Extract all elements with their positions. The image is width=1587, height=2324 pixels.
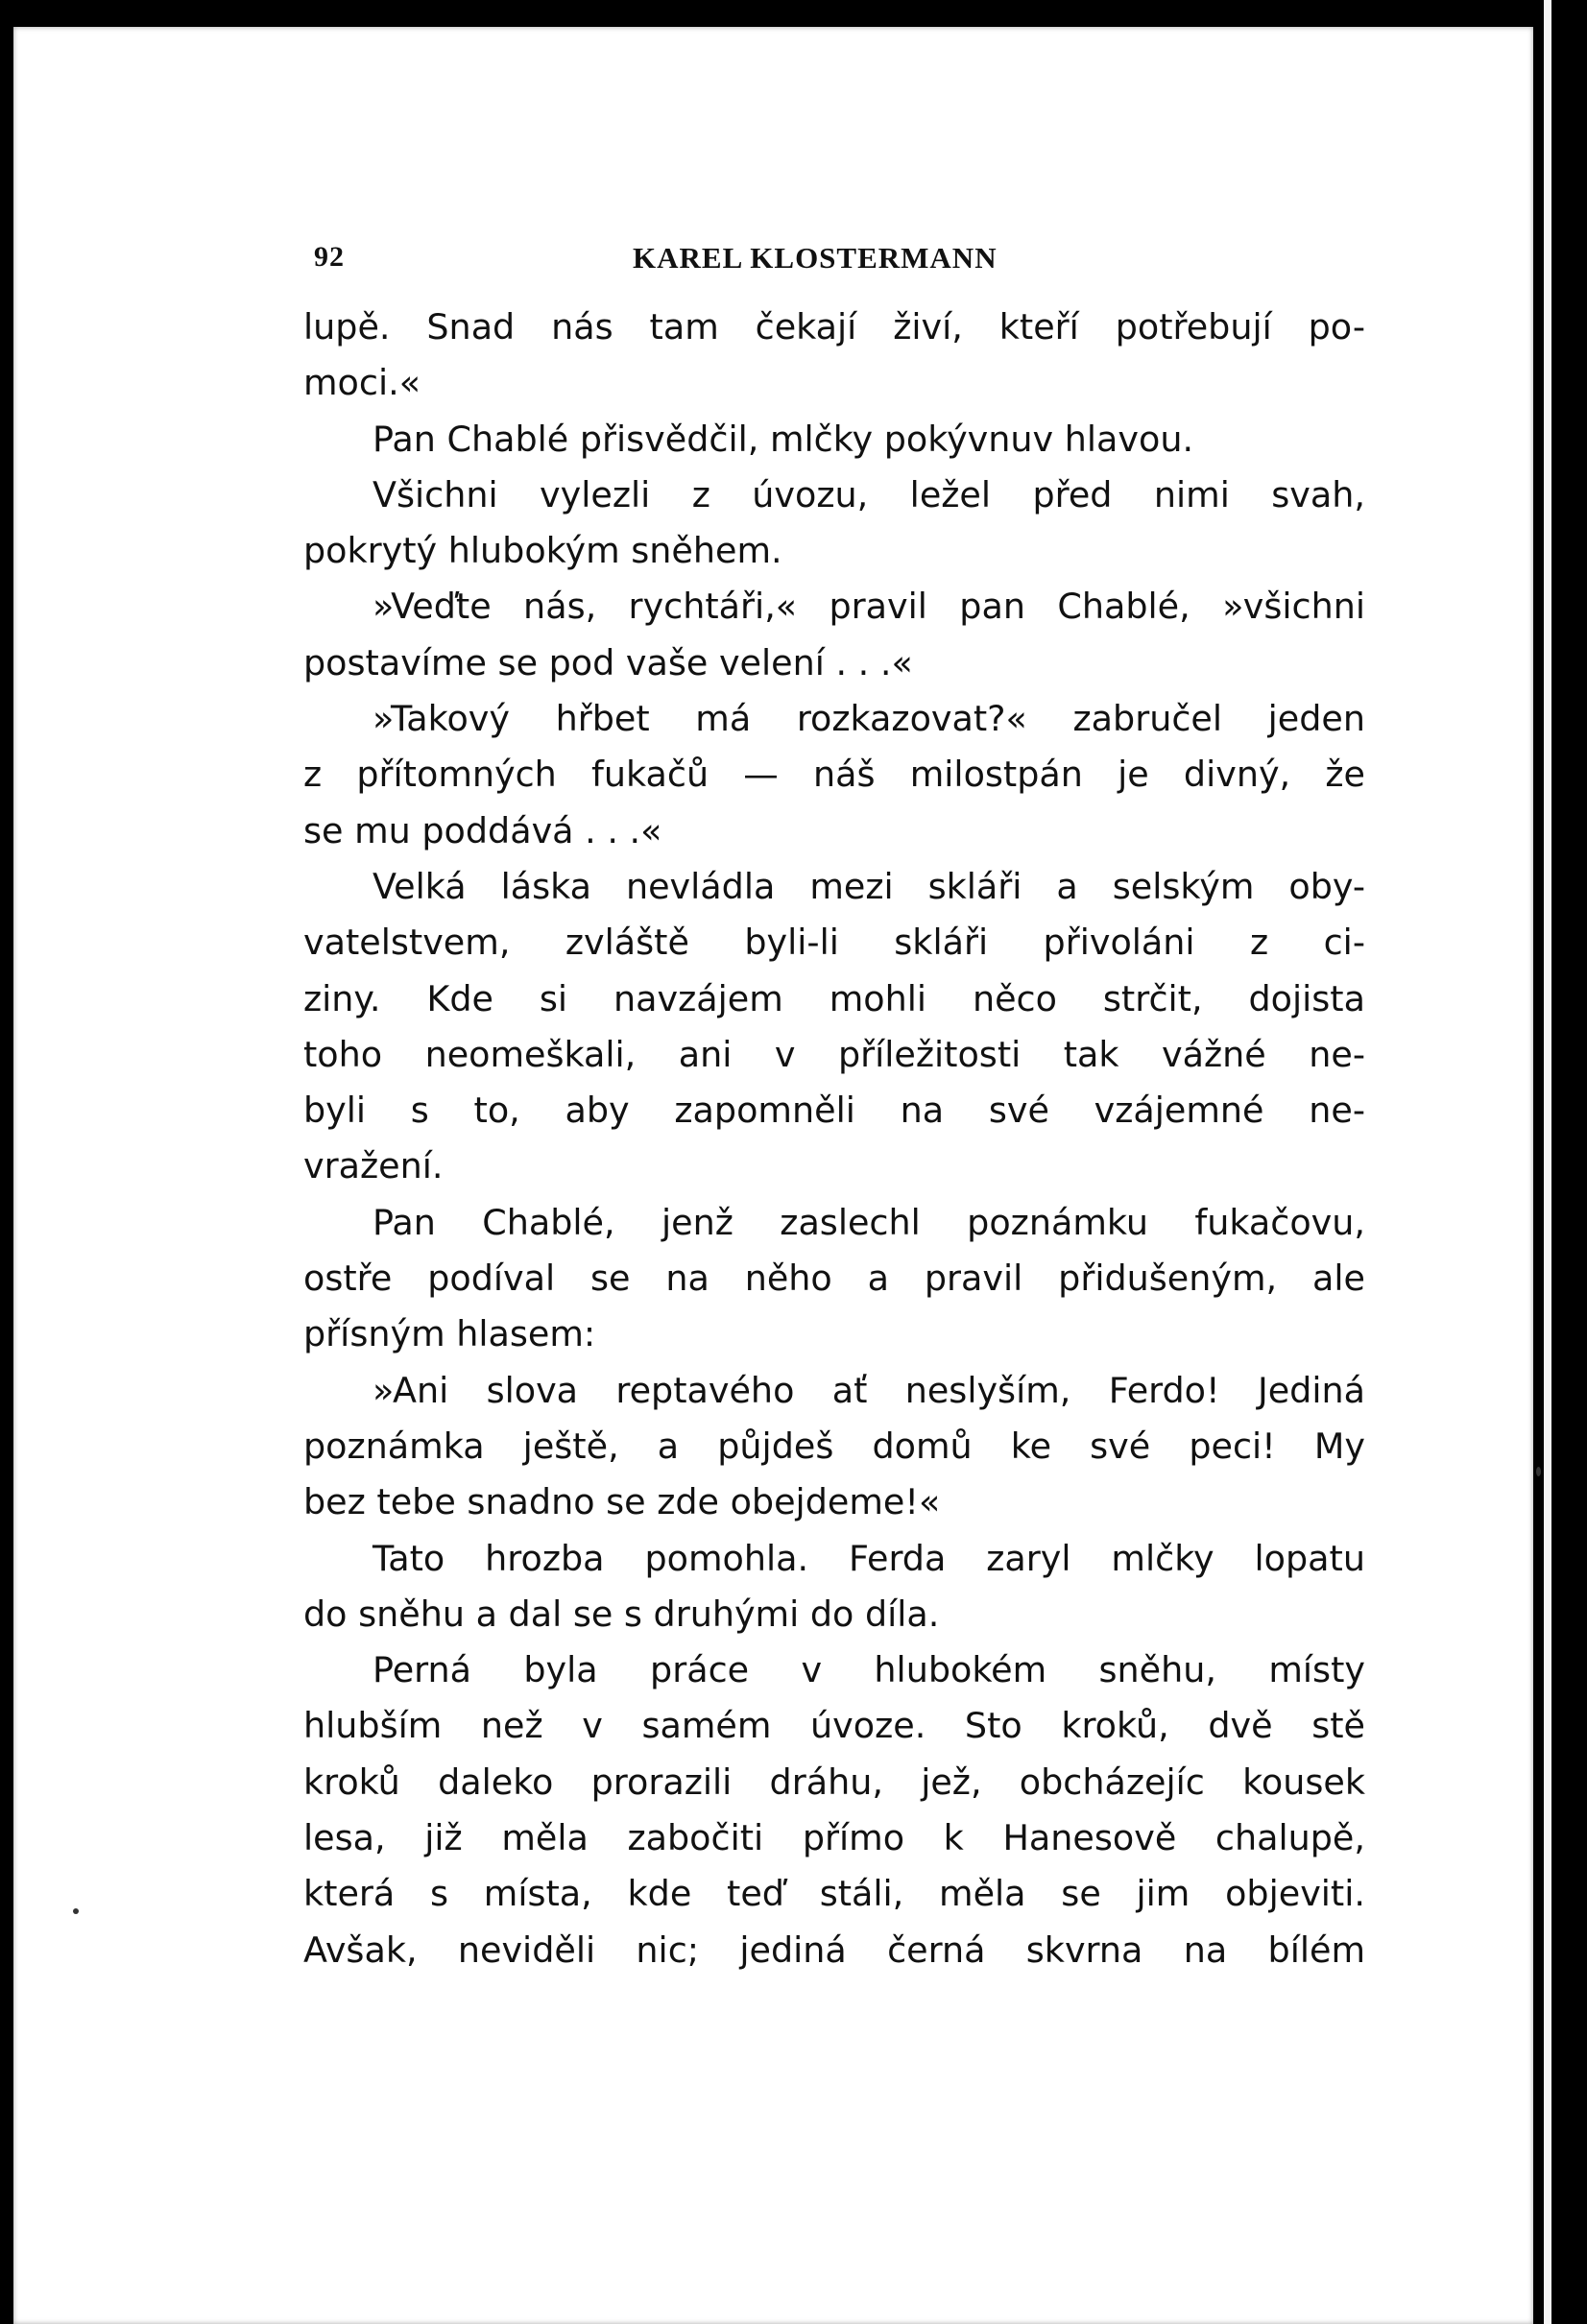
text-line: lesa, již měla zabočiti přímo k Hanesově chalupě, [303, 1817, 1365, 1859]
page-number: 92 [314, 241, 345, 273]
text-line: se mu poddává . . .« [303, 809, 662, 851]
text-line: Pan Chablé přisvědčil, mlčky pokývnuv hlavou. [373, 418, 1194, 460]
text-line: moci.« [303, 362, 421, 404]
text-line: která s místa, kde teď stáli, měla se jim objeviti. [303, 1873, 1365, 1915]
text-line: do sněhu a dal se s druhými do díla. [303, 1593, 940, 1635]
text-line: ziny. Kde si navzájem mohli něco strčit, dojista [303, 977, 1365, 1019]
scan-border-right [1551, 0, 1587, 2324]
text-line: Velká láska nevládla mezi skláři a selským oby- [373, 865, 1365, 907]
text-line: vatelstvem, zvláště byli-li skláři přivoláni z ci- [303, 922, 1365, 964]
page-edge-strip [1544, 0, 1551, 2324]
text-line: Pan Chablé, jenž zaslechl poznámku fukačovu, [373, 1201, 1365, 1243]
text-line: Tato hrozba pomohla. Ferda zaryl mlčky lopatu [373, 1537, 1365, 1579]
text-line: hlubším než v samém úvoze. Sto kroků, dvě stě [303, 1705, 1365, 1747]
text-line: kroků daleko prorazili dráhu, jež, obcházejíc kousek [303, 1761, 1365, 1803]
text-line: poznámka ještě, a půjdeš domů ke své peci! My [303, 1425, 1365, 1467]
text-line: Avšak, neviděli nic; jediná černá skvrna na bílém [303, 1929, 1365, 1971]
text-line: Perná byla práce v hlubokém sněhu, místy [373, 1649, 1365, 1691]
text-line: »Takový hřbet má rozkazovat?« zabručel jeden [373, 698, 1365, 740]
text-line: byli s to, aby zapomněli na své vzájemné ne- [303, 1090, 1365, 1132]
text-line: z přítomných fukačů — náš milostpán je divný, že [303, 754, 1365, 796]
body-text [303, 299, 1365, 1978]
text-line: přísným hlasem: [303, 1313, 596, 1355]
text-line: »Ani slova reptavého ať neslyším, Ferdo! Jediná [373, 1369, 1365, 1411]
text-line: »Veďte nás, rychtáři,« pravil pan Chablé, »všichni [373, 586, 1365, 628]
running-head: KAREL KLOSTERMANN [633, 241, 998, 275]
text-line: Všichni vylezli z úvozu, ležel před nimi svah, [373, 473, 1365, 515]
text-line: pokrytý hlubokým sněhem. [303, 530, 782, 572]
text-line: postavíme se pod vaše velení . . .« [303, 641, 913, 683]
text-line: lupě. Snad nás tam čekají živí, kteří potřebují po- [303, 306, 1365, 347]
text-line: vražení. [303, 1145, 444, 1187]
text-line: toho neomeškali, ani v příležitosti tak vážné ne- [303, 1033, 1365, 1075]
text-line: bez tebe snadno se zde obejdeme!« [303, 1481, 941, 1523]
ink-speck [73, 1908, 79, 1914]
text-line: ostře podíval se na něho a pravil přidušeným, ale [303, 1258, 1365, 1300]
ink-speck [1536, 1467, 1541, 1476]
